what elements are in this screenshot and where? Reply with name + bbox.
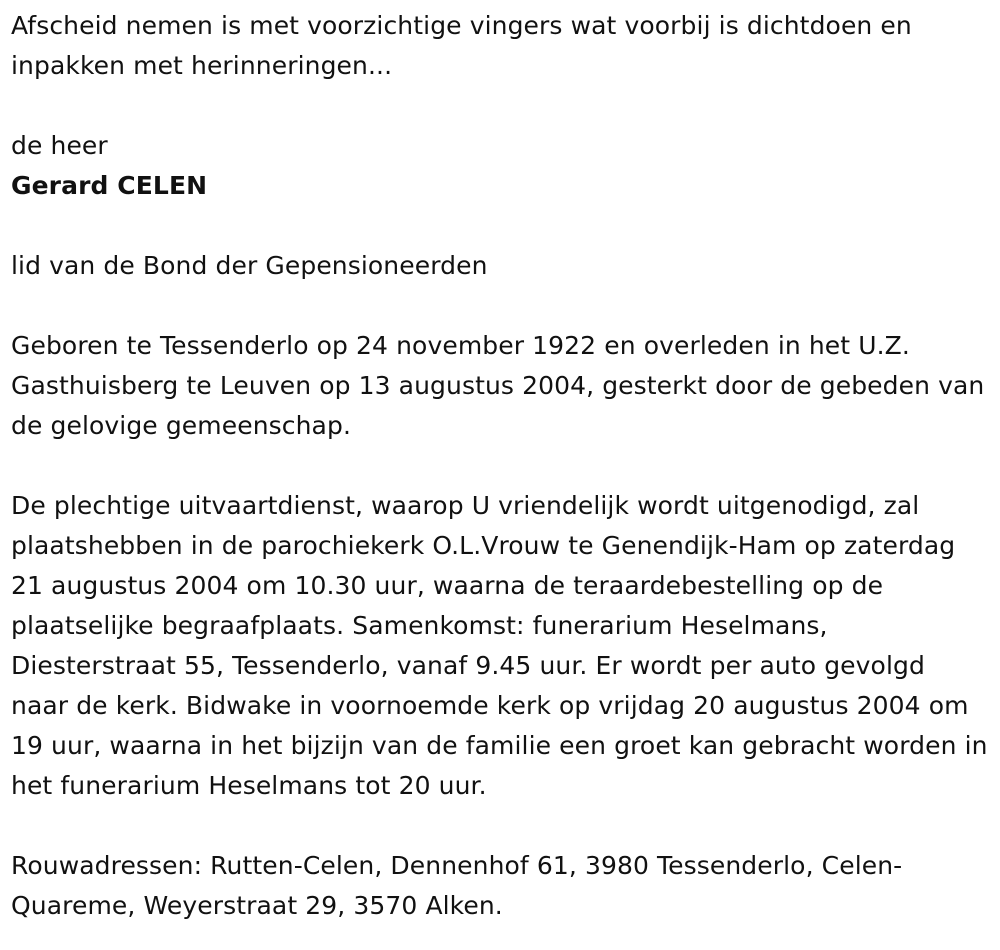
deceased-name: Gerard CELEN [11, 171, 208, 200]
condolence-addresses: Rouwadressen: Rutten-Celen, Dennenhof 61, 3980 Tessenderlo, Celen-Quareme, Weyerstraat 29, 3570 Alken. [11, 851, 903, 920]
opening-quote: Afscheid nemen is met voorzichtige vingers wat voorbij is dichtdoen en inpakken met herinneringen... [11, 11, 912, 80]
salutation: de heer [11, 131, 108, 160]
funeral-service-paragraph: De plechtige uitvaartdienst, waarop U vriendelijk wordt uitgenodigd, zal plaatshebben in de parochiekerk O.L.Vrouw te Genendijk-Ham op zaterdag 21 augustus 2004 om 10.30 uur, waarna de teraardebestelling op de plaatselijke begraafplaats. Samenkomst: funerarium Heselmans, Diesterstraat 55, Tessenderlo, vanaf 9.45 uur. Er wordt per auto gevolgd naar de kerk. Bidwake in voornoemde kerk op vrijdag 20 augustus 2004 om 19 uur, waarna in het bijzijn van de familie een groet kan gebracht worden in het funerarium Heselmans tot 20 uur. [11, 491, 988, 800]
birth-death-paragraph: Geboren te Tessenderlo op 24 november 1922 en overleden in het U.Z. Gasthuisberg te Leuven op 13 augustus 2004, gesterkt door de gebeden van de gelovige gemeenschap. [11, 331, 985, 440]
membership-line: lid van de Bond der Gepensioneerden [11, 251, 488, 280]
